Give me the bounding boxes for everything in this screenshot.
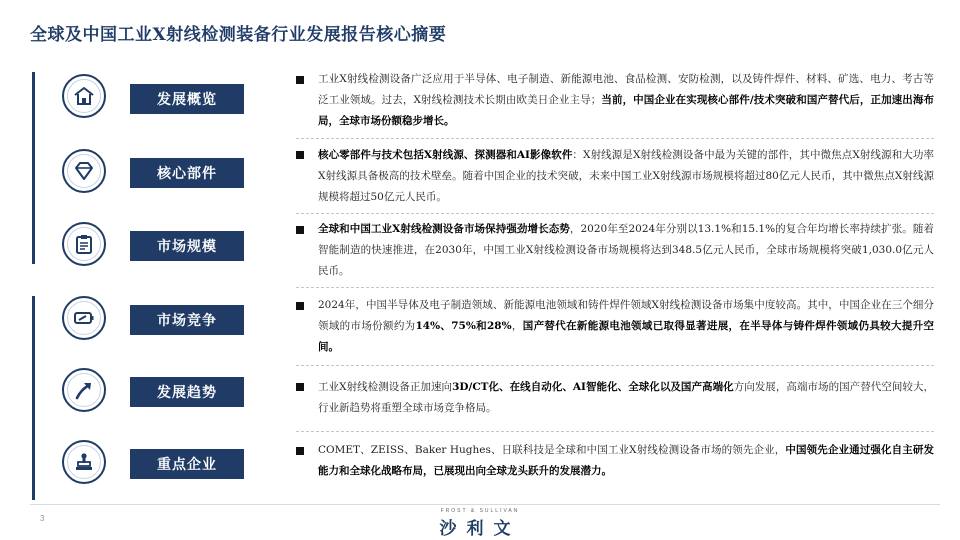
body-text: 方向发展，高端市场的国产替代空间较大，行业新趋势将重塑全球市场竞争格局。 [318, 381, 934, 414]
section-separator [296, 213, 936, 214]
emphasis-text: 全球和中国工业X射线检测设备市场保持强劲增长态势 [318, 223, 570, 235]
emphasis-text: 当前，中国企业在实现核心部件/技术突破和国产替代后，正加速出海布局，全球市场份额稳步增长。 [318, 94, 934, 127]
page-number: 3 [40, 514, 45, 523]
battery-icon [62, 296, 106, 340]
section-text [318, 69, 934, 132]
page-title: 全球及中国工业X射线检测装备行业发展报告核心摘要 [30, 25, 447, 45]
emphasis-text: 14%、75%和28% [415, 320, 512, 332]
section-label: 市场规模 [130, 231, 244, 261]
body-text: ， [511, 320, 523, 332]
bullet-marker [296, 76, 304, 84]
logo-subtitle: FROST & SULLIVAN [440, 508, 520, 514]
section-separator [296, 138, 936, 139]
bullet-marker [296, 151, 304, 159]
accent-bar-bottom [32, 296, 35, 500]
emphasis-text: 国产替代在新能源电池领域已取得显著进展，在半导体与铸件焊件领域仍具较大提升空间。 [318, 320, 935, 353]
emphasis-text: 3D/CT化、在线自动化、AI智能化、全球化以及国产高端化 [452, 381, 734, 393]
bullet-marker [296, 302, 304, 310]
home-icon [62, 74, 106, 118]
section-text [318, 377, 934, 419]
body-text: COMET、ZEISS、Baker Hughes、日联科技是全球和中国工业X射线检测设备市场的领先企业， [318, 444, 786, 456]
company-logo: 沙利文 [439, 519, 521, 539]
emphasis-text: 中国领先企业通过强化自主研发能力和全球化战略布局，已展现出向全球龙头跃升的发展潜力。 [318, 444, 935, 477]
bullet-marker [296, 447, 304, 455]
bullet-marker [296, 383, 304, 391]
footer-divider [30, 504, 940, 505]
body-text: ，2020年至2024年分别以13.1%和15.1%的复合年均增长率持续扩张。随着智能制造的快速推进，在2030年，中国工业X射线检测设备市场规模将达到348.5亿元人民币，全球市场规模将突破1,030.0亿元人民币。 [318, 223, 934, 277]
accent-bar-top [32, 72, 35, 264]
section-separator [296, 431, 936, 432]
section-label: 发展概览 [130, 84, 244, 114]
section-text [318, 440, 934, 482]
section-text [318, 219, 934, 282]
section-label: 核心部件 [130, 158, 244, 188]
emphasis-text: 核心零部件与技术包括X射线源、探测器和AI影像软件 [318, 149, 573, 161]
body-text: 工业X射线检测设备广泛应用于半导体、电子制造、新能源电池、食品检测、安防检测，以及铸件焊件、材料、矿选、电力、考古等泛工业领域。过去，X射线检测技术长期由欧美日企业主导； [318, 73, 934, 106]
section-text [318, 145, 934, 208]
section-label: 市场竞争 [130, 305, 244, 335]
award-icon [62, 440, 106, 484]
diamond-icon [62, 149, 106, 193]
bullet-marker [296, 226, 304, 234]
body-text: 2024年，中国半导体及电子制造领域、新能源电池领域和铸件焊件领域X射线检测设备市场集中度较高。其中，中国企业在三个细分领域的市场份额约为 [318, 299, 934, 332]
section-separator [296, 365, 936, 366]
section-label: 发展趋势 [130, 377, 244, 407]
body-text: 工业X射线检测设备正加速向 [318, 381, 453, 393]
clipboard-icon [62, 222, 106, 266]
section-label: 重点企业 [130, 449, 244, 479]
body-text: ：X射线源是X射线检测设备中最为关键的部件，其中微焦点X射线源和大功率X射线源具备极高的技术壁垒。随着中国企业的技术突破，未来中国工业X射线源市场规模将超过80亿元人民币，其中微焦点X射线源规模将超过50亿元人民币。 [318, 149, 934, 203]
section-separator [296, 287, 936, 288]
section-text [318, 295, 934, 358]
trend-arrow-icon [62, 368, 106, 412]
